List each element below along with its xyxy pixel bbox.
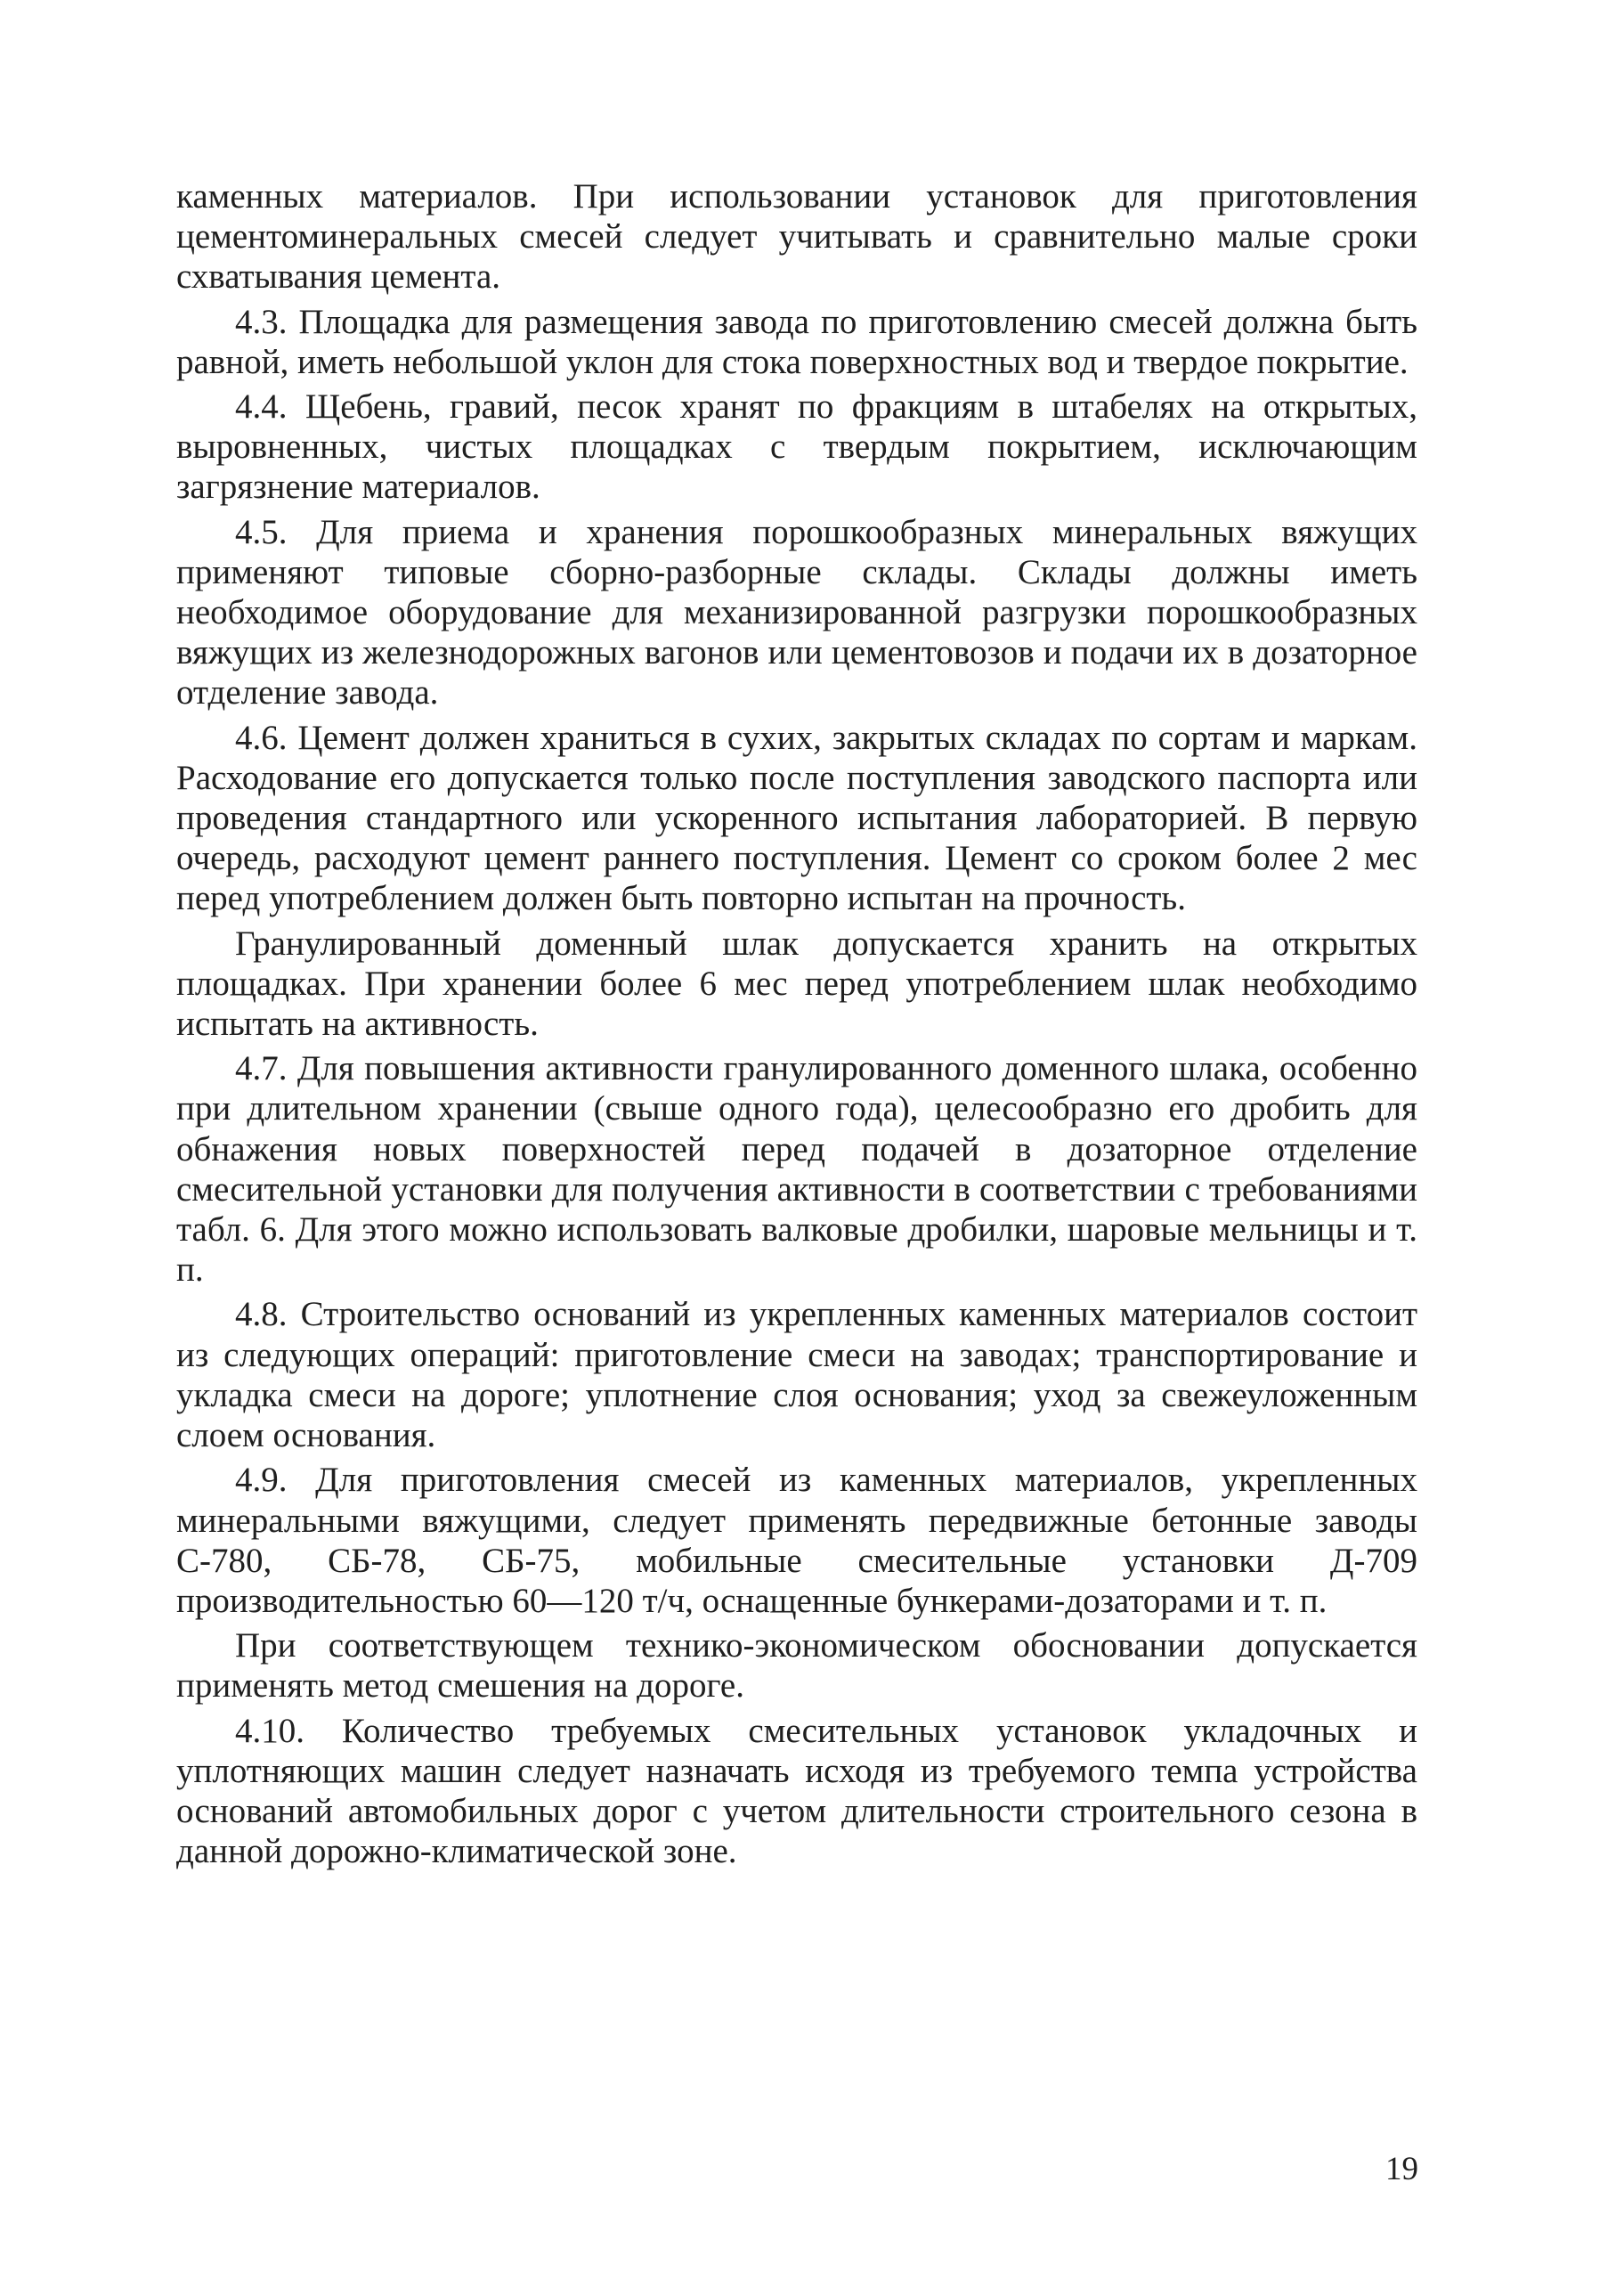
- paragraph-continuation: каменных материалов. При использовании установок для приготовления цементоминеральных смесей следует учитывать и сравнительно малые сроки схватывания цемента.: [176, 177, 1417, 297]
- paragraph-4-3: 4.3. Площадка для размещения завода по приготовлению смесей должна быть равной, иметь небольшой уклон для стока поверхностных вод и твердое покрытие.: [176, 302, 1417, 381]
- document-page: [176, 176, 1417, 1876]
- paragraph-4-7: 4.7. Для повышения активности гранулированного доменного шлака, особенно при длительном хранении (свыше одного года), целесообразно его дробить для обнажения новых поверхностей перед подачей в дозаторное отделение смесительной установки для получения активности в соответствии с требованиями табл. 6. Для этого можно использовать валковые дробилки, шаровые мельницы и т. п.: [176, 1049, 1417, 1290]
- paragraph-road-mixing: При соответствующем технико-экономическом обосновании допускается применять метод смешения на дороге.: [176, 1626, 1417, 1706]
- paragraph-4-9: 4.9. Для приготовления смесей из каменных материалов, укрепленных минеральными вяжущими, следует применять передвижные бетонные заводы С-780, СБ-78, СБ-75, мобильные смесительные установки Д-709 производительностью 60—120 т/ч, оснащенные бункерами-дозаторами и т. п.: [176, 1461, 1417, 1620]
- page-number: 19: [1385, 2151, 1418, 2187]
- paragraph-4-4: 4.4. Щебень, гравий, песок хранят по фракциям в штабелях на открытых, выровненных, чистых площадках с твердым покрытием, исключающим загрязнение материалов.: [176, 387, 1417, 507]
- paragraph-slag-storage: Гранулированный доменный шлак допускается хранить на открытых площадках. При хранении более 6 мес перед употреблением шлак необходимо испытать на активность.: [176, 924, 1417, 1044]
- paragraph-4-8: 4.8. Строительство оснований из укрепленных каменных материалов состоит из следующих операций: приготовление смеси на заводах; транспортирование и укладка смеси на дороге; уплотнение слоя основания; уход за свежеуложенным слоем основания.: [176, 1295, 1417, 1455]
- paragraph-4-5: 4.5. Для приема и хранения порошкообразных минеральных вяжущих применяют типовые сборно-разборные склады. Склады должны иметь необходимое оборудование для механизированной разгрузки порошкообразных вяжущих из железнодорожных вагонов или цементовозов и подачи их в дозаторное отделение завода.: [176, 512, 1417, 712]
- paragraph-4-6: 4.6. Цемент должен храниться в сухих, закрытых складах по сортам и маркам. Расходование его допускается только после поступления заводского паспорта или проведения стандартного или ускоренного испытания лабораторией. В первую очередь, расходуют цемент раннего поступления. Цемент со сроком более 2 мес перед употреблением должен быть повторно испытан на прочность.: [176, 718, 1417, 918]
- paragraph-4-10: 4.10. Количество требуемых смесительных установок укладочных и уплотняющих машин следует назначать исходя из требуемого темпа устройства оснований автомобильных дорог с учетом длительности строительного сезона в данной дорожно-климатической зоне.: [176, 1711, 1417, 1871]
